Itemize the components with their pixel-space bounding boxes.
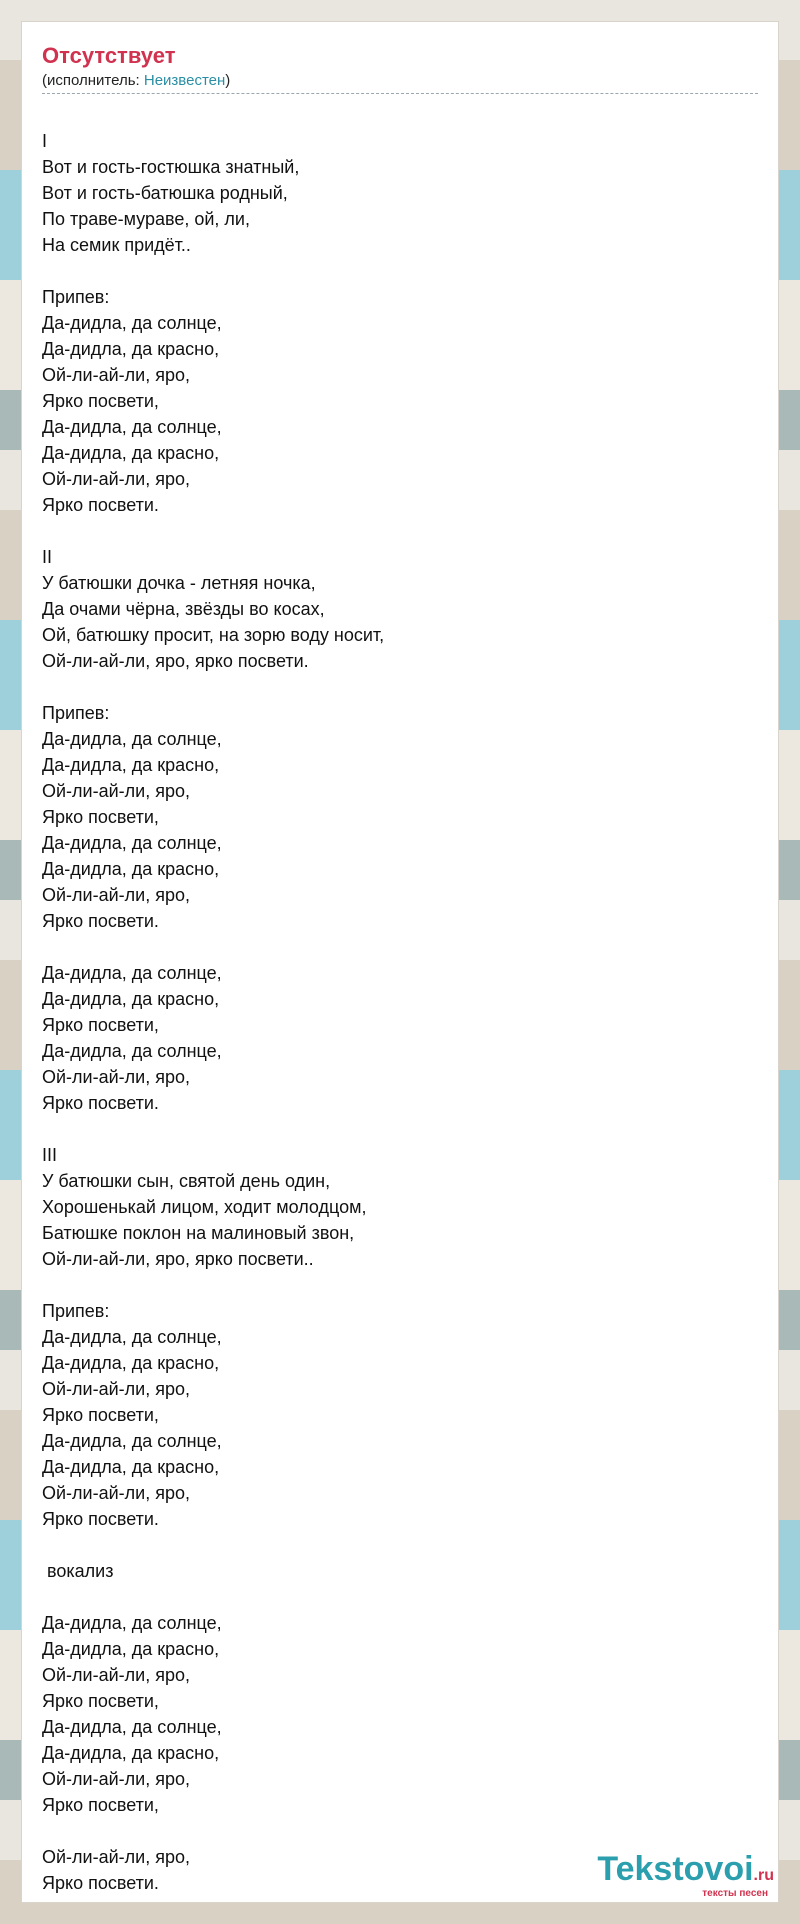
lyric-line: Ой-ли-ай-ли, яро, [42,469,190,489]
lyric-line: Припев: [42,703,110,723]
lyric-line: Ой-ли-ай-ли, яро, [42,1847,190,1867]
lyric-line: I [42,131,48,151]
lyric-line: Ой-ли-ай-ли, яро, [42,365,190,385]
lyric-line: Ой-ли-ай-ли, яро, [42,781,190,801]
lyric-line: Да-дидла, да красно, [42,443,220,463]
lyric-line: Да-дидла, да солнце, [42,1613,222,1633]
artist-suffix: ) [225,72,231,89]
lyric-line: У батюшки сын, святой день один, [42,1171,331,1191]
lyric-line: Да-дидла, да красно, [42,1743,220,1763]
lyric-line: III [42,1145,58,1165]
lyric-line: Вот и гость-гостюшка знатный, [42,157,300,177]
artist-link[interactable]: Неизвестен [143,72,226,89]
lyric-line: Ярко посвети, [42,1405,159,1425]
lyric-line: Да-дидла, да красно, [42,339,220,359]
lyric-line: Ярко посвети. [42,495,159,515]
lyric-line: Да-дидла, да солнце, [42,417,222,437]
lyric-line: Хорошенькай лицом, ходит молодцом, [42,1197,367,1217]
lyric-line: Ой, батюшку просит, на зорю воду носит, [42,625,385,645]
lyric-line: Да-дидла, да красно, [42,1639,220,1659]
lyric-line [42,1116,758,1142]
lyric-line: Ярко посвети, [42,1795,159,1815]
song-header [42,42,758,94]
lyric-line: Ярко посвети, [42,1015,159,1035]
lyric-line: Ярко посвети. [42,1873,159,1893]
lyric-line: Ярко посвети, [42,807,159,827]
lyric-line: Ярко посвети. [42,911,159,931]
lyric-line: Да-дидла, да красно, [42,1457,220,1477]
lyric-line: Да-дидла, да солнце, [42,1327,222,1347]
lyric-line: вокализ [42,1561,114,1581]
lyric-line: Ой-ли-ай-ли, яро, [42,885,190,905]
lyric-line [42,1818,758,1844]
lyric-line: По траве-мураве, ой, ли, [42,209,250,229]
lyric-line: Да-дидла, да красно, [42,989,220,1009]
lyric-line [42,1272,758,1298]
lyric-line: Да-дидла, да солнце, [42,1041,222,1061]
lyric-line: Ой-ли-ай-ли, яро, [42,1379,190,1399]
lyric-line: Да-дидла, да солнце, [42,963,222,983]
lyric-line: Да-дидла, да красно, [42,859,220,879]
lyric-line: Ярко посвети. [42,1093,159,1113]
lyric-line: Ой-ли-ай-ли, яро, [42,1665,190,1685]
lyrics-card [22,22,778,1902]
lyric-line [42,1584,758,1610]
lyric-line [42,1532,758,1558]
lyric-line: Да-дидла, да солнце, [42,729,222,749]
lyric-line: II [42,547,53,567]
lyric-line: Ой-ли-ай-ли, яро, ярко посвети. [42,651,309,671]
lyric-line: Да-дидла, да красно, [42,1353,220,1373]
lyric-line: Ярко посвети, [42,391,159,411]
lyric-line: Ой-ли-ай-ли, яро, [42,1067,190,1087]
lyric-line: У батюшки дочка - летняя ночка, [42,573,316,593]
lyric-line [42,518,758,544]
lyric-line: Ой-ли-ай-ли, яро, [42,1769,190,1789]
lyric-line [42,674,758,700]
lyric-line: Да-дидла, да солнце, [42,833,222,853]
lyric-line: Да очами чёрна, звёзды во косах, [42,599,325,619]
logo-tld: .ru [753,1867,774,1884]
artist-line [42,72,758,94]
lyrics-text [42,128,758,1896]
lyric-line: На семик придёт.. [42,235,191,255]
lyric-line: Да-дидла, да солнце, [42,1431,222,1451]
lyric-line: Ярко посвети. [42,1509,159,1529]
lyric-line: Припев: [42,287,110,307]
lyric-line: Ой-ли-ай-ли, яро, [42,1483,190,1503]
lyric-line: Вот и гость-батюшка родный, [42,183,288,203]
song-title: Отсутствует [42,43,176,68]
logo-tagline: тексты песен [702,1888,768,1899]
lyric-line: Ярко посвети, [42,1691,159,1711]
site-logo[interactable] [564,1850,774,1900]
lyric-line: Батюшке поклон на малиновый звон, [42,1223,355,1243]
lyric-line [42,934,758,960]
lyric-line: Ой-ли-ай-ли, яро, ярко посвети.. [42,1249,314,1269]
lyric-line: Да-дидла, да солнце, [42,313,222,333]
logo-wordmark [597,1850,774,1889]
lyric-line: Припев: [42,1301,110,1321]
lyric-line: Да-дидла, да красно, [42,755,220,775]
lyric-line: Да-дидла, да солнце, [42,1717,222,1737]
artist-prefix: (исполнитель: [42,72,144,89]
logo-name: Tekstovoi [597,1850,754,1888]
lyric-line [42,258,758,284]
